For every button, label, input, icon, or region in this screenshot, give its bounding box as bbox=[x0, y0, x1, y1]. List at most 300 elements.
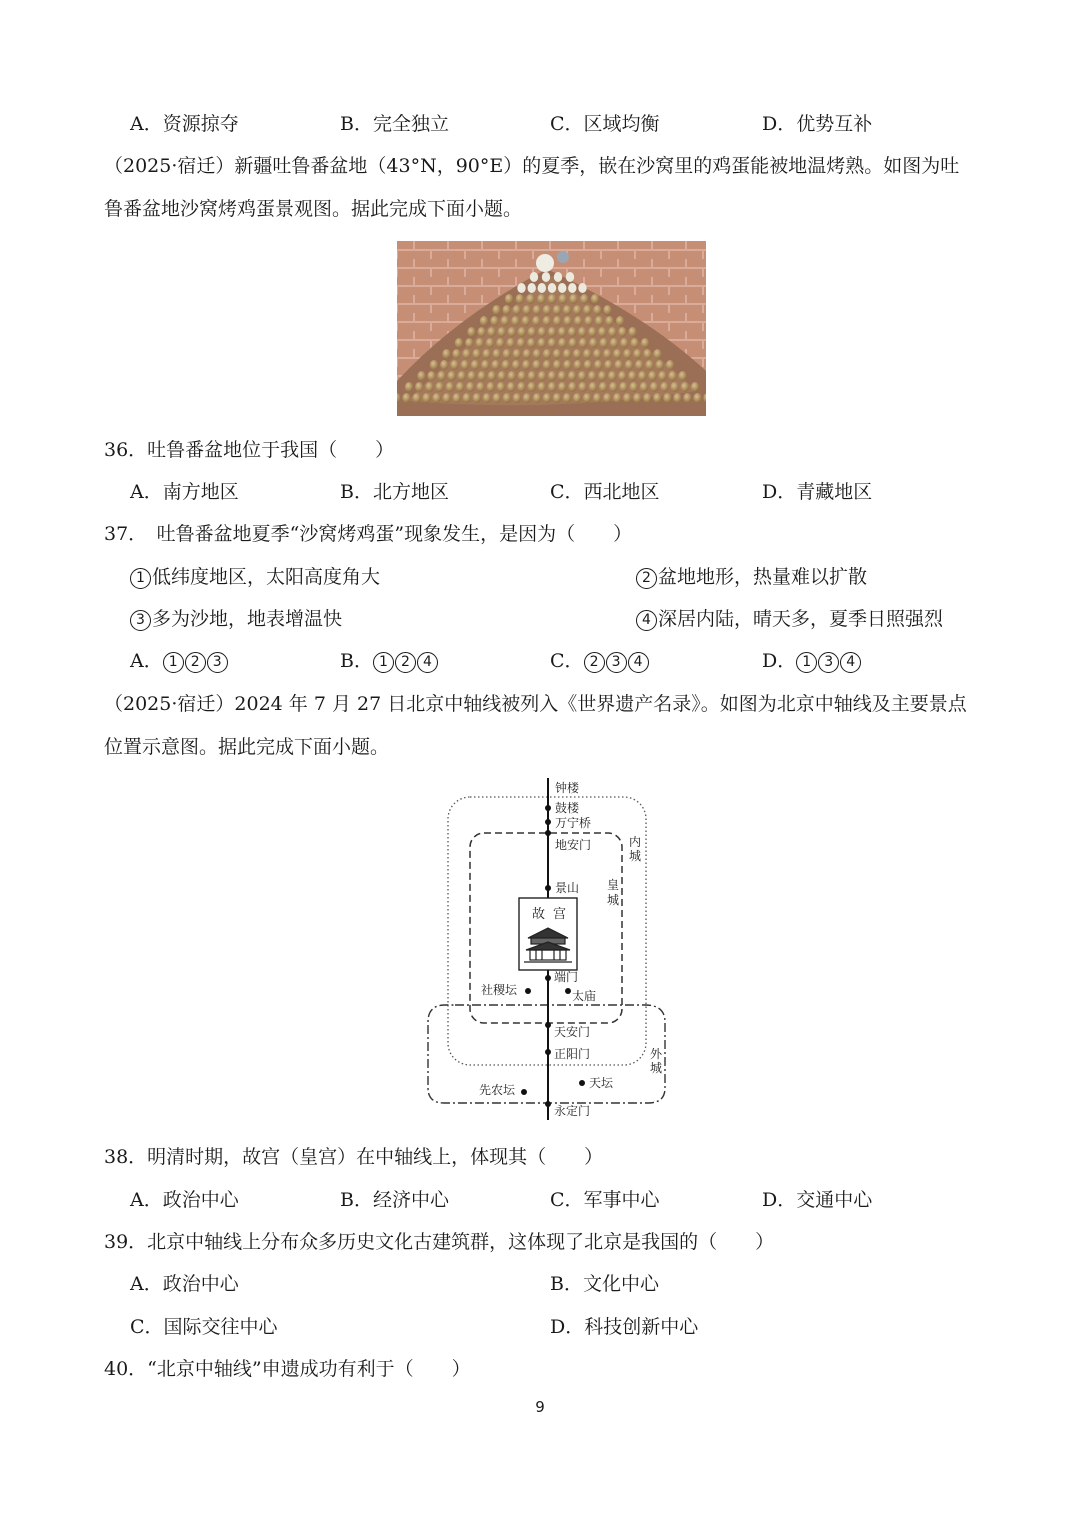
egg-shape bbox=[593, 349, 601, 359]
q36-option-d: D．青藏地区 bbox=[762, 481, 873, 503]
egg-shape bbox=[533, 393, 541, 403]
egg-shape bbox=[513, 349, 521, 359]
egg-shape bbox=[526, 294, 534, 304]
circled-number: 1 bbox=[163, 652, 184, 673]
q39-option-b: B．文化中心 bbox=[550, 1273, 659, 1295]
egg-shape bbox=[578, 283, 586, 293]
egg-shape bbox=[476, 338, 484, 348]
egg-shape bbox=[498, 371, 506, 381]
egg-shape bbox=[609, 382, 617, 392]
egg-shape bbox=[573, 305, 581, 315]
egg-shape bbox=[583, 305, 591, 315]
egg-shape bbox=[603, 305, 611, 315]
egg-shape bbox=[518, 371, 526, 381]
egg-shape bbox=[598, 327, 606, 337]
egg-shape bbox=[517, 338, 525, 348]
egg-shape bbox=[478, 371, 486, 381]
egg-shape bbox=[523, 393, 531, 403]
egg-shape bbox=[503, 393, 511, 403]
egg-shape bbox=[568, 371, 576, 381]
egg-shape bbox=[615, 360, 623, 370]
egg-shape bbox=[538, 327, 546, 337]
egg-shape bbox=[578, 327, 586, 337]
egg-shape bbox=[483, 349, 491, 359]
circled-number: 3 bbox=[207, 652, 228, 673]
q36-stem: 36．吐鲁番盆地位于我国（ ） bbox=[104, 439, 395, 461]
egg-shape bbox=[538, 338, 546, 348]
q38-stem: 38．明清时期，故宫（皇宫）在中轴线上，体现其（ ） bbox=[104, 1146, 604, 1168]
egg-shape bbox=[511, 316, 519, 326]
egg-shape bbox=[553, 316, 561, 326]
egg-shape bbox=[641, 338, 649, 348]
egg-shape bbox=[530, 272, 538, 282]
egg-shape bbox=[658, 371, 666, 381]
q35-option-a: A．资源掠夺 bbox=[130, 113, 239, 135]
egg-shape bbox=[668, 371, 676, 381]
egg-shape bbox=[512, 360, 520, 370]
egg-shape bbox=[543, 349, 551, 359]
egg-shape bbox=[422, 393, 430, 403]
egg-shape bbox=[588, 327, 596, 337]
egg-shape bbox=[486, 338, 494, 348]
egg-shape bbox=[623, 393, 631, 403]
q38-option-b: B．经济中心 bbox=[340, 1189, 449, 1211]
egg-shape bbox=[691, 382, 699, 392]
egg-shape bbox=[497, 382, 505, 392]
egg-shape bbox=[678, 371, 686, 381]
egg-shape bbox=[653, 349, 661, 359]
egg-shape bbox=[650, 382, 658, 392]
egg-shape bbox=[483, 393, 491, 403]
egg-shape bbox=[548, 382, 556, 392]
label-sheji: 社稷坛 bbox=[481, 983, 518, 997]
q39-stem: 39．北京中轴线上分布众多历史文化古建筑群，这体现了北京是我国的（ ） bbox=[104, 1231, 775, 1253]
q36-option-b: B．北方地区 bbox=[340, 481, 449, 503]
egg-shape bbox=[618, 371, 626, 381]
circled-number: 4 bbox=[417, 652, 438, 673]
egg-shape bbox=[558, 338, 566, 348]
egg-shape bbox=[553, 305, 561, 315]
egg-shape bbox=[528, 327, 536, 337]
egg-shape bbox=[584, 360, 592, 370]
egg-shape bbox=[605, 316, 613, 326]
egg-shape bbox=[594, 360, 602, 370]
label-yongdingmen: 永定门 bbox=[554, 1104, 591, 1118]
egg-shape bbox=[507, 338, 515, 348]
egg-shape bbox=[461, 360, 469, 370]
option-letter: C． bbox=[550, 650, 584, 672]
egg-shape bbox=[608, 371, 616, 381]
label-zhengyangmen: 正阳门 bbox=[554, 1047, 591, 1061]
egg-shape bbox=[523, 305, 531, 315]
egg-shape bbox=[569, 338, 577, 348]
egg-shape bbox=[543, 305, 551, 315]
egg-shape bbox=[579, 338, 587, 348]
label-waicheng-1: 外 bbox=[650, 1047, 663, 1061]
egg-shape bbox=[548, 283, 556, 293]
egg-shape bbox=[566, 272, 574, 282]
egg-shape bbox=[453, 393, 461, 403]
egg-shape bbox=[599, 382, 607, 392]
intro2-line2: 位置示意图。据此完成下面小题。 bbox=[104, 736, 390, 758]
egg-shape bbox=[553, 360, 561, 370]
label-wanningqiao: 万宁桥 bbox=[555, 816, 592, 830]
intro1-line2: 鲁番盆地沙窝烤鸡蛋景观图。据此完成下面小题。 bbox=[104, 198, 523, 220]
egg-shape bbox=[660, 382, 668, 392]
label-tiantan: 天坛 bbox=[589, 1076, 614, 1090]
egg-shape bbox=[583, 349, 591, 359]
sand-egg-illustration bbox=[397, 241, 706, 416]
egg-shape bbox=[405, 382, 413, 392]
egg-shape bbox=[501, 316, 509, 326]
circled-number: 4 bbox=[840, 652, 861, 673]
egg-shape bbox=[628, 371, 636, 381]
egg-shape bbox=[442, 349, 450, 359]
egg-shape bbox=[548, 327, 556, 337]
egg-shape bbox=[558, 327, 566, 337]
egg-shape bbox=[516, 294, 524, 304]
label-huangcheng-2: 城 bbox=[607, 893, 620, 907]
egg-shape bbox=[437, 371, 445, 381]
sand-egg-photo bbox=[397, 241, 706, 416]
q38-option-a: A．政治中心 bbox=[130, 1189, 239, 1211]
egg-shape bbox=[573, 393, 581, 403]
egg-shape bbox=[553, 393, 561, 403]
egg-shape bbox=[468, 371, 476, 381]
egg-shape bbox=[563, 305, 571, 315]
egg-shape bbox=[487, 382, 495, 392]
egg-shape bbox=[543, 316, 551, 326]
egg-shape bbox=[623, 349, 631, 359]
egg-shape bbox=[613, 349, 621, 359]
egg-shape bbox=[643, 393, 651, 403]
egg-shape bbox=[471, 360, 479, 370]
egg-shape bbox=[492, 305, 500, 315]
egg-shape bbox=[548, 338, 556, 348]
egg-shape bbox=[432, 393, 440, 403]
egg-shape bbox=[631, 338, 639, 348]
egg-shape bbox=[430, 360, 438, 370]
egg-shape bbox=[508, 327, 516, 337]
egg-shape bbox=[503, 349, 511, 359]
egg-shape bbox=[477, 327, 485, 337]
egg-shape bbox=[633, 349, 641, 359]
circled-number: 3 bbox=[130, 610, 151, 631]
egg-shape bbox=[533, 349, 541, 359]
circled-number: 4 bbox=[628, 652, 649, 673]
egg-shape bbox=[508, 371, 516, 381]
q37-option-a bbox=[130, 648, 229, 674]
egg-shape bbox=[633, 393, 641, 403]
q35-option-d: D．优势互补 bbox=[762, 113, 873, 135]
sheji-point bbox=[525, 988, 531, 994]
option-letter: D． bbox=[762, 650, 797, 672]
circled-number: 1 bbox=[130, 568, 151, 589]
egg-shape bbox=[563, 393, 571, 403]
q39-option-c: C．国际交往中心 bbox=[130, 1316, 278, 1338]
label-gugong-2: 宫 bbox=[553, 907, 567, 922]
label-neicheng-1: 内 bbox=[629, 835, 642, 849]
q37-option-c bbox=[550, 648, 650, 674]
tiantan-point bbox=[579, 1080, 585, 1086]
egg-shape bbox=[573, 349, 581, 359]
egg-shape bbox=[490, 316, 498, 326]
egg-shape bbox=[435, 382, 443, 392]
egg-shape bbox=[580, 294, 588, 304]
egg-shape bbox=[472, 349, 480, 359]
egg-shape bbox=[616, 316, 624, 326]
q37-option-d bbox=[762, 648, 862, 674]
gulou-point bbox=[545, 805, 551, 811]
egg-shape bbox=[447, 371, 455, 381]
egg-shape bbox=[458, 371, 466, 381]
egg-shape bbox=[568, 283, 576, 293]
egg-shape bbox=[593, 305, 601, 315]
egg-shape bbox=[635, 360, 643, 370]
egg-shape bbox=[600, 338, 608, 348]
egg-shape bbox=[452, 349, 460, 359]
egg-shape bbox=[563, 360, 571, 370]
circled-number: 3 bbox=[606, 652, 627, 673]
egg-shape bbox=[450, 360, 458, 370]
egg-shape bbox=[538, 382, 546, 392]
label-zhonglou: 钟楼 bbox=[555, 781, 580, 795]
label-huangcheng-1: 皇 bbox=[607, 878, 620, 892]
egg-shape bbox=[542, 272, 550, 282]
beijing-axis-map bbox=[420, 770, 670, 1120]
egg-shape bbox=[532, 360, 540, 370]
egg-shape bbox=[683, 393, 691, 403]
egg-shape bbox=[427, 371, 435, 381]
zhengyangmen-point bbox=[545, 1049, 551, 1055]
q38-option-d: D．交通中心 bbox=[762, 1189, 873, 1211]
egg-shape bbox=[595, 316, 603, 326]
q39-option-a: A．政治中心 bbox=[130, 1273, 239, 1295]
egg-shape bbox=[574, 360, 582, 370]
egg-shape bbox=[502, 305, 510, 315]
egg-shape bbox=[554, 272, 562, 282]
egg-shape bbox=[417, 371, 425, 381]
circled-number: 1 bbox=[796, 652, 817, 673]
circled-number: 2 bbox=[185, 652, 206, 673]
label-dianmen: 地安门 bbox=[555, 838, 592, 852]
q35-option-c: C．区域均衡 bbox=[550, 113, 660, 135]
egg-shape bbox=[533, 305, 541, 315]
circled-number: 3 bbox=[818, 652, 839, 673]
egg-shape bbox=[466, 382, 474, 392]
egg-shape bbox=[502, 360, 510, 370]
egg-shape bbox=[481, 360, 489, 370]
egg-shape bbox=[558, 371, 566, 381]
egg-shape bbox=[648, 371, 656, 381]
q37-stem: 37． 吐鲁番盆地夏季“沙窝烤鸡蛋”现象发生，是因为（ ） bbox=[104, 523, 633, 545]
egg-shape bbox=[583, 393, 591, 403]
egg-shape bbox=[588, 371, 596, 381]
egg-shape bbox=[528, 371, 536, 381]
q37-item-2 bbox=[636, 564, 867, 590]
egg-shape bbox=[527, 382, 535, 392]
q37-item-text: 盆地地形，热量难以扩散 bbox=[658, 566, 868, 588]
egg-shape bbox=[462, 349, 470, 359]
egg-shape bbox=[568, 382, 576, 392]
xiannong-point bbox=[521, 1089, 527, 1095]
jingshan-point bbox=[545, 885, 551, 891]
egg-shape bbox=[487, 327, 495, 337]
egg-shape bbox=[564, 316, 572, 326]
egg-shape bbox=[673, 393, 681, 403]
label-tiananmen: 天安门 bbox=[554, 1025, 591, 1039]
egg-shape bbox=[543, 393, 551, 403]
egg-shape bbox=[518, 327, 526, 337]
egg-shape bbox=[558, 382, 566, 392]
label-gulou: 鼓楼 bbox=[555, 801, 580, 815]
egg-shape bbox=[538, 371, 546, 381]
egg-shape bbox=[548, 371, 556, 381]
egg-shape bbox=[619, 382, 627, 392]
egg-shape bbox=[666, 360, 674, 370]
egg-shape bbox=[578, 371, 586, 381]
q37-item-3 bbox=[130, 606, 342, 632]
egg-shape bbox=[425, 382, 433, 392]
egg-shape bbox=[574, 316, 582, 326]
egg-shape bbox=[656, 360, 664, 370]
egg-shape bbox=[603, 393, 611, 403]
egg-shape bbox=[628, 327, 636, 337]
label-neicheng-2: 城 bbox=[629, 849, 642, 863]
egg-shape bbox=[603, 349, 611, 359]
egg-shape bbox=[645, 360, 653, 370]
egg-shape bbox=[598, 371, 606, 381]
label-duanmen: 端门 bbox=[554, 970, 579, 984]
egg-shape bbox=[589, 338, 597, 348]
egg-shape bbox=[558, 283, 566, 293]
label-jingshan: 景山 bbox=[555, 881, 580, 895]
egg-shape bbox=[548, 294, 556, 304]
egg-shape bbox=[537, 294, 545, 304]
egg-shape bbox=[613, 393, 621, 403]
q37-item-text: 低纬度地区，太阳高度角大 bbox=[152, 566, 381, 588]
intro1-line1: （2025·宿迁）新疆吐鲁番盆地（43°N，90°E）的夏季，嵌在沙窝里的鸡蛋能被地温烤熟。如图为吐 bbox=[104, 155, 960, 177]
q40-stem: 40．“北京中轴线”申遗成功有利于（ ） bbox=[104, 1358, 471, 1380]
egg-shape bbox=[517, 382, 525, 392]
egg-shape bbox=[522, 316, 530, 326]
egg-shape bbox=[467, 327, 475, 337]
q36-option-a: A．南方地区 bbox=[130, 481, 239, 503]
page-number: 9 bbox=[535, 1398, 545, 1416]
circled-number: 2 bbox=[636, 568, 657, 589]
circled-number: 2 bbox=[395, 652, 416, 673]
egg-shape bbox=[653, 393, 661, 403]
egg-shape bbox=[465, 338, 473, 348]
circled-number: 4 bbox=[636, 610, 657, 631]
egg-shape bbox=[532, 316, 540, 326]
q37-item-1 bbox=[130, 564, 380, 590]
label-taimiao: 太庙 bbox=[572, 989, 597, 1003]
label-waicheng-2: 城 bbox=[650, 1061, 663, 1075]
egg-shape bbox=[591, 294, 599, 304]
egg-shape bbox=[630, 382, 638, 392]
egg-shape bbox=[670, 382, 678, 392]
egg-shape bbox=[559, 294, 567, 304]
egg-shape bbox=[643, 349, 651, 359]
intro2-line1: （2025·宿迁）2024 年 7 月 27 日北京中轴线被列入《世界遗产名录》。如图为北京中轴线及主要景点 bbox=[104, 693, 967, 715]
egg-shape bbox=[538, 283, 546, 293]
dianmen-point bbox=[545, 830, 551, 836]
egg-shape bbox=[513, 305, 521, 315]
egg-shape bbox=[593, 393, 601, 403]
q37-item-4 bbox=[636, 606, 943, 632]
egg-shape bbox=[476, 382, 484, 392]
egg-shape bbox=[640, 382, 648, 392]
egg-shape bbox=[625, 360, 633, 370]
egg-shape bbox=[553, 349, 561, 359]
egg-shape bbox=[498, 327, 506, 337]
q39-option-d: D．科技创新中心 bbox=[550, 1316, 699, 1338]
egg-shape bbox=[480, 316, 488, 326]
duanmen-point bbox=[545, 975, 551, 981]
egg-shape bbox=[440, 360, 448, 370]
q37-item-text: 深居内陆，晴天多，夏季日照强烈 bbox=[658, 608, 944, 630]
egg-shape bbox=[493, 393, 501, 403]
egg-shape bbox=[663, 393, 671, 403]
egg-shape bbox=[496, 338, 504, 348]
egg-shape bbox=[589, 382, 597, 392]
q38-option-c: C．军事中心 bbox=[550, 1189, 660, 1211]
egg-shape bbox=[443, 393, 451, 403]
egg-shape bbox=[563, 349, 571, 359]
taimiao-point bbox=[565, 988, 571, 994]
egg-shape bbox=[681, 382, 689, 392]
egg-shape bbox=[493, 349, 501, 359]
egg-shape bbox=[638, 371, 646, 381]
q37-item-text: 多为沙地，地表增温快 bbox=[152, 608, 343, 630]
egg-shape bbox=[513, 393, 521, 403]
egg-shape bbox=[543, 360, 551, 370]
egg-shape bbox=[517, 283, 525, 293]
q35-option-b: B．完全独立 bbox=[340, 113, 449, 135]
egg-shape bbox=[527, 338, 535, 348]
q37-option-b bbox=[340, 648, 439, 674]
egg-shape bbox=[491, 360, 499, 370]
egg-shape bbox=[463, 393, 471, 403]
egg-shape bbox=[528, 283, 536, 293]
egg-shape bbox=[402, 393, 410, 403]
egg-shape bbox=[523, 349, 531, 359]
egg-shape bbox=[608, 327, 616, 337]
egg-shape bbox=[415, 382, 423, 392]
option-letter: A． bbox=[130, 650, 163, 672]
label-xiannong: 先农坛 bbox=[479, 1083, 516, 1097]
egg-shape bbox=[522, 360, 530, 370]
egg-shape bbox=[578, 382, 586, 392]
circled-number: 1 bbox=[373, 652, 394, 673]
egg-shape bbox=[473, 393, 481, 403]
egg-shape bbox=[488, 371, 496, 381]
yongdingmen-point bbox=[545, 1101, 551, 1107]
egg-shape bbox=[507, 382, 515, 392]
egg-shape bbox=[505, 294, 513, 304]
tiananmen-point bbox=[545, 1022, 551, 1028]
egg-shape bbox=[456, 382, 464, 392]
egg-shape bbox=[568, 327, 576, 337]
egg-shape bbox=[446, 382, 454, 392]
label-gugong-1: 故 bbox=[532, 907, 546, 922]
option-letter: B． bbox=[340, 650, 373, 672]
egg-shape bbox=[604, 360, 612, 370]
egg-shape bbox=[693, 393, 701, 403]
egg-shape bbox=[455, 338, 463, 348]
egg-shape bbox=[412, 393, 420, 403]
